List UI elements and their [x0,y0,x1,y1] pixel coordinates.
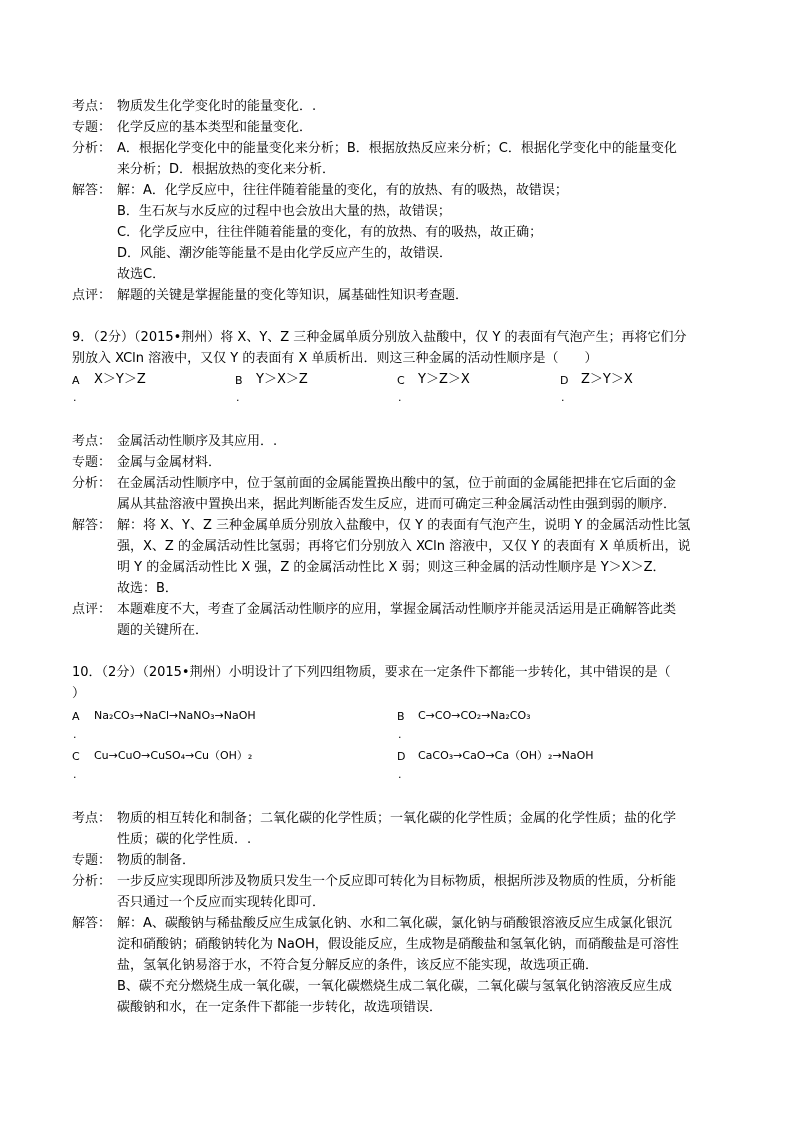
q9-option-c: Y＞Z＞X [418,372,470,387]
q10-option-b-letter: B [397,710,405,723]
q10-option-d: CaCO₃→CaO→Ca（OH）₂→NaOH [418,749,594,762]
q9-option-b: Y＞X＞Z [256,372,308,387]
zhuanti-text: 物质的制备． [117,853,196,868]
kaodian-label: 考点： [72,99,112,114]
fenxi-line: 属从其盐溶液中置换出来，据此判断能否发生反应，进而可确定三种金属活动性由强到弱的顺序． [117,497,677,512]
jieda-line: B、碳不充分燃烧生成一氧化碳，一氧化碳燃烧生成二氧化碳，二氧化碳与氢氧化钠溶液反应生成 [117,979,672,994]
q9-option-d: Z＞Y＞X [581,372,633,387]
jieda-line: 盐，氢氧化钠易溶于水，不符合复分解反应的条件，该反应不能实现，故选项正确． [117,958,599,973]
jieda-line: 故选C． [117,267,166,282]
jieda-line: 解：A、碳酸钠与稀盐酸反应生成氯化钠、水和二氧化碳，氯化钠与硝酸银溶液反应生成氯化银沉 [117,916,672,931]
q10-option-a: Na₂CO₃→NaCl→NaNO₃→NaOH [94,709,256,722]
kaodian-label: 考点： [72,434,112,449]
zhuanti-label: 专题： [72,120,112,135]
q10-stem-line: ） [72,686,86,701]
bullet-dot: . [561,391,565,404]
kaodian-line: 物质的相互转化和制备；二氧化碳的化学性质；一氧化碳的化学性质；金属的化学性质；盐的化学 [117,811,677,826]
fenxi-line: 在金属活动性顺序中，位于氢前面的金属能置换出酸中的氢，位于前面的金属能把排在它后面的金 [117,476,677,491]
dianping-line: 题的关键所在． [117,623,209,638]
jieda-line: 强，X、Z 的金属活动性比氢弱；再将它们分别放入 XCln 溶液中，又仅 Y 的表面有 X 单质析出，说 [117,539,691,554]
kaodian-label: 考点： [72,811,112,826]
q9-option-a: X＞Y＞Z [94,372,146,387]
q10-option-d-letter: D [397,750,406,763]
dianping-label: 点评： [72,288,112,303]
fenxi-line: 否只通过一个反应而实现转化即可． [117,895,326,910]
q10-stem-line: 10．（2分）（2015•荆州）小明设计了下列四组物质，要求在一定条件下都能一步转化，其中错误的是（ [72,665,671,680]
jieda-label: 解答： [72,518,112,533]
jieda-line: 解：将 X、Y、Z 三种金属单质分别放入盐酸中，仅 Y 的表面有气泡产生，说明 Y 的金属活动性比氢 [117,518,691,533]
bullet-dot: . [73,391,77,404]
jieda-line: B．生石灰与水反应的过程中也会放出大量的热，故错误； [117,204,451,219]
zhuanti-label: 专题： [72,455,112,470]
q9-option-d-letter: D [560,374,569,387]
jieda-line: 淀和硝酸钠；硝酸钠转化为 NaOH，假设能反应，生成物是硝酸盐和氢氧化钠，而硝酸盐是可溶性 [117,937,679,952]
fenxi-label: 分析： [72,874,112,889]
q10-option-a-letter: A [72,710,80,723]
jieda-line: 碳酸钠和水，在一定条件下都能一步转化，故选项错误． [117,1000,443,1015]
bullet-dot: . [398,391,402,404]
bullet-dot: . [398,728,402,741]
q10-option-c: Cu→CuO→CuSO₄→Cu（OH）₂ [94,749,253,762]
jieda-line: 解：A．化学反应中，往往伴随着能量的变化，有的放热、有的吸热，故错误； [117,183,568,198]
bullet-dot: . [73,768,77,781]
q10-option-b: C→CO→CO₂→Na₂CO₃ [418,709,531,722]
jieda-line: 故选：B． [117,581,178,596]
jieda-label: 解答： [72,916,112,931]
jieda-line: C．化学反应中，往往伴随着能量的变化，有的放热、有的吸热，故正确； [117,225,543,240]
kaodian-text: 金属活动性顺序及其应用．. [117,434,278,449]
q9-option-a-letter: A [72,374,80,387]
jieda-label: 解答： [72,183,112,198]
q10-option-c-letter: C [72,750,80,763]
dianping-text: 解题的关键是掌握能量的变化等知识，属基础性知识考查题． [117,288,469,303]
dianping-label: 点评： [72,602,112,617]
bullet-dot: . [73,728,77,741]
jieda-line: 明 Y 的金属活动性比 X 强，Z 的金属活动性比 X 弱；则这三种金属的活动性顺序是 Y＞X＞Z． [117,560,666,575]
fenxi-line: 一步反应实现即所涉及物质只发生一个反应即可转化为目标物质，根据所涉及物质的性质，分析能 [117,874,677,889]
q9-stem-line: 9．（2分）（2015•荆州）将 X、Y、Z 三种金属单质分别放入盐酸中，仅 Y 的表面有气泡产生；再将它们分 [72,330,687,345]
q9-option-c-letter: C [397,374,405,387]
fenxi-line: 来分析；D．根据放热的变化来分析． [117,162,336,177]
jieda-line: D．风能、潮汐能等能量不是由化学反应产生的，故错误． [117,246,453,261]
q9-option-b-letter: B [235,374,243,387]
q9-stem-line: 别放入 XCln 溶液中，又仅 Y 的表面有 X 单质析出．则这三种金属的活动性顺序是（ ） [72,351,598,366]
bullet-dot: . [236,391,240,404]
zhuanti-label: 专题： [72,853,112,868]
dianping-line: 本题难度不大，考查了金属活动性顺序的应用，掌握金属活动性顺序并能灵活运用是正确解答此类 [117,602,677,617]
fenxi-line: A．根据化学变化中的能量变化来分析；B．根据放热反应来分析；C．根据化学变化中的能量变化 [117,141,677,156]
fenxi-label: 分析： [72,476,112,491]
bullet-dot: . [398,768,402,781]
fenxi-label: 分析： [72,141,112,156]
zhuanti-text: 化学反应的基本类型和能量变化． [117,120,313,135]
kaodian-text: 物质发生化学变化时的能量变化．. [117,99,317,114]
zhuanti-text: 金属与金属材料． [117,455,222,470]
kaodian-line: 性质；碳的化学性质．. [117,832,252,847]
